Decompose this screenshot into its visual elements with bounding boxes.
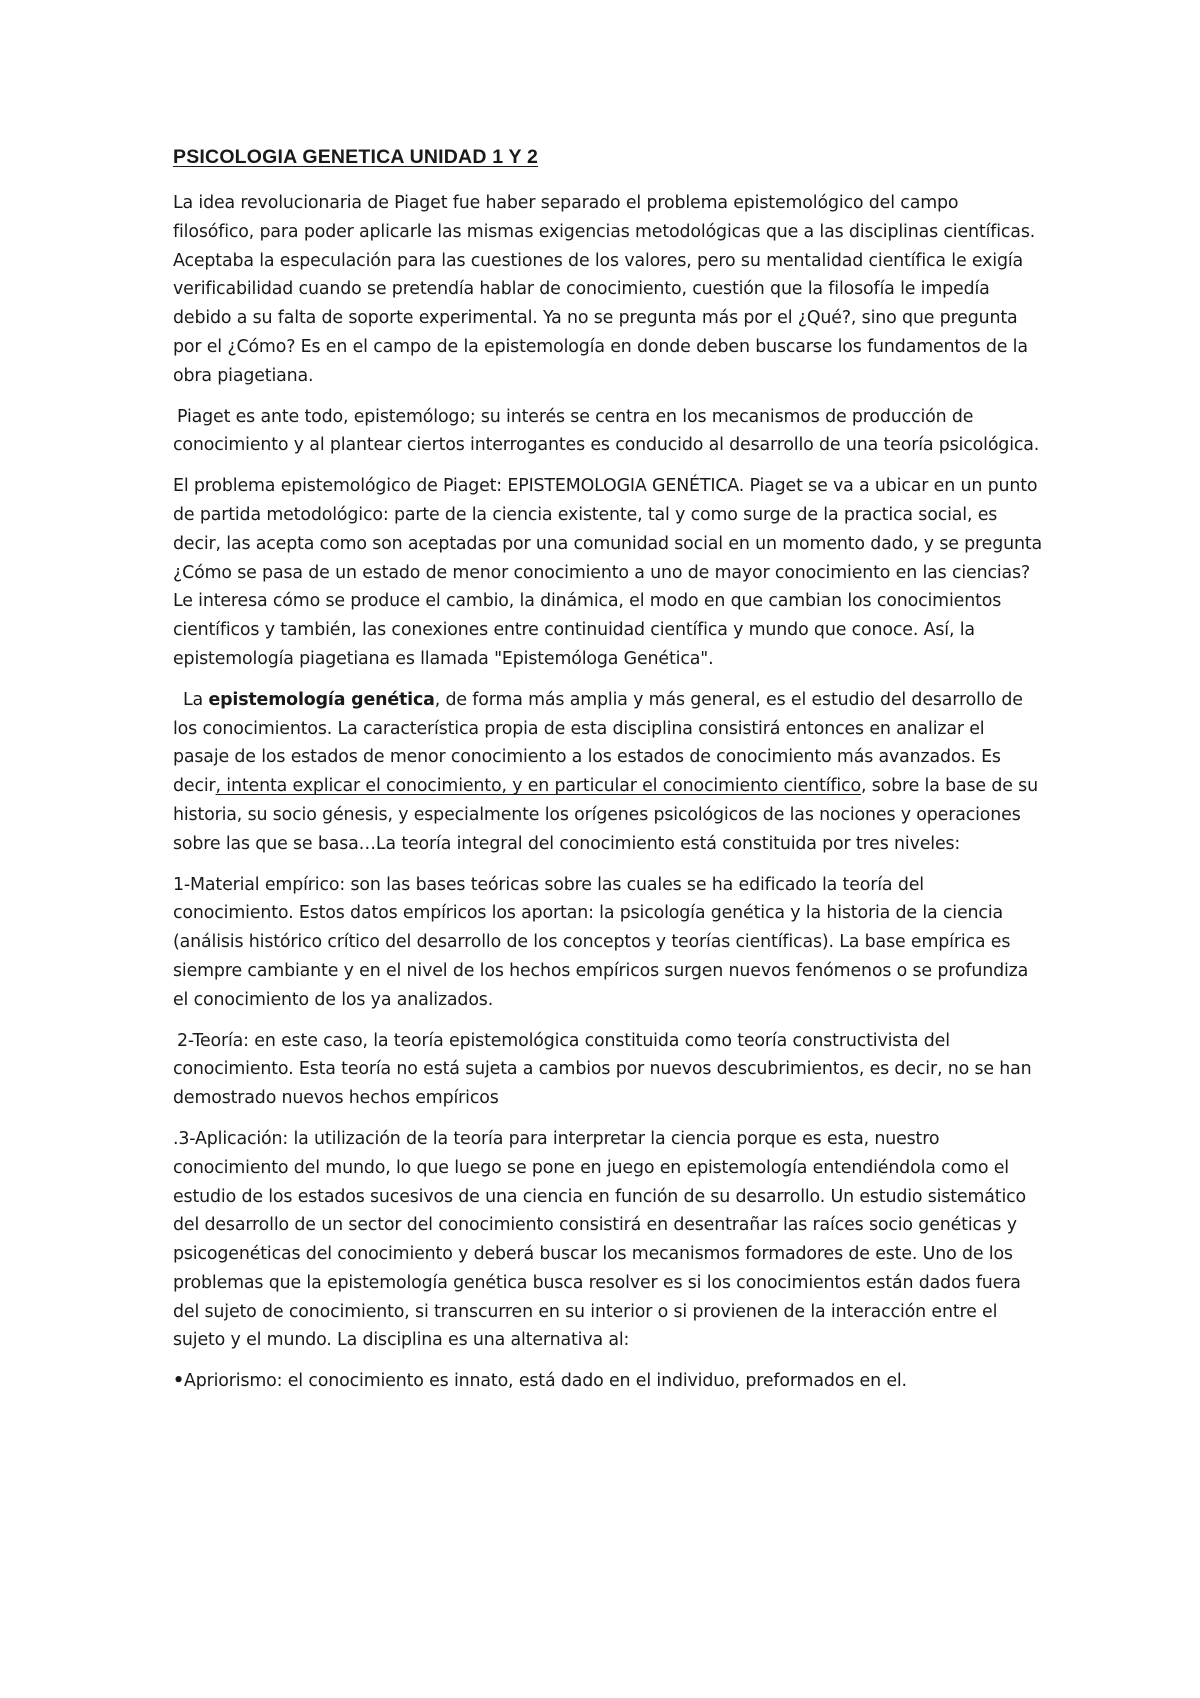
paragraph-intro: La idea revolucionaria de Piaget fue haber separado el problema epistemológico del campo filosófico, para poder aplicarle las mismas exigencias metodológicas que a las disciplinas científicas. Aceptaba la especulación para las cuestiones de los valores, pero su mentalidad científica le exigía verificabilidad cuando se pretendía hablar de conocimiento, cuestión que la filosofía le impedía debido a su falta de soporte experimental. Ya no se pregunta más por el ¿Qué?, sino que pregunta por el ¿Cómo? Es en el campo de la epistemología en donde deben buscarse los fundamentos de la obra piagetiana. bbox=[173, 193, 1036, 386]
paragraph-level-2-theory: 2-Teoría: en este caso, la teoría epistemológica constituida como teoría constructivista del conocimiento. Esta teoría no está sujeta a cambios por nuevos descubrimientos, es decir, no se han demostrado nuevos hechos empíricos bbox=[173, 1030, 1032, 1109]
paragraph-level-3-application: .3-Aplicación: la utilización de la teoría para interpretar la ciencia porque es esta, nuestro conocimiento del mundo, lo que luego se pone en juego en epistemología entendiéndola como el estudio de los estados sucesivos de una ciencia en función de su desarrollo. Un estudio sistemático del desarrollo de un sector del conocimiento consistirá en desentrañar las raíces socio genéticas y psicogenéticas del conocimiento y deberá buscar los mecanismos formadores de este. Uno de los problemas que la epistemología genética busca resolver es si los conocimientos están dados fuera del sujeto de conocimiento, si transcurren en su interior o si provienen de la interacción entre el sujeto y el mundo. La disciplina es una alternativa al: bbox=[173, 1128, 1027, 1351]
term-genetic-epistemology: epistemología genética bbox=[208, 689, 435, 710]
paragraph-piaget-epistemologist: Piaget es ante todo, epistemólogo; su interés se centra en los mecanismos de producción de conocimiento y al plantear ciertos interrogantes es conducido al desarrollo de una teoría psicológica. bbox=[173, 406, 1040, 456]
p4-middle: , de forma más amplia y más general, es el estudio del desarrollo de los conocimientos. La característica propia de esta disciplina consistirá entonces en analizar el pasaje de los estados de menor conocimiento a los estados de conocimiento más avanzados. Es decir bbox=[173, 689, 1023, 797]
bullet-icon: • bbox=[173, 1371, 184, 1392]
paragraph-epistemological-problem: El problema epistemológico de Piaget: EPISTEMOLOGIA GENÉTICA. Piaget se va a ubicar en un punto de partida metodológico: parte de la ciencia existente, tal y como surge de la practica social, es decir, las acepta como son aceptadas por una comunidad social en un momento dado, y se pregunta ¿Cómo se pasa de un estado de menor conocimiento a uno de mayor conocimiento en las ciencias? Le interesa cómo se produce el cambio, la dinámica, el modo en que cambian los conocimientos científicos y también, las conexiones entre continuidad científica y mundo que conoce. Así, la epistemología piagetiana es llamada "Epistemóloga Genética". bbox=[173, 476, 1043, 669]
underlined-phrase: , intenta explicar el conocimiento, y en particular el conocimiento científico bbox=[215, 776, 861, 797]
bullet-text: Apriorismo: el conocimiento es innato, está dado en el individuo, preformados en el. bbox=[183, 1371, 907, 1392]
paragraph-genetic-epistemology bbox=[173, 686, 1043, 859]
document-body bbox=[173, 143, 1043, 1408]
bullet-apriorism bbox=[173, 1367, 1043, 1396]
p4-lead: La bbox=[183, 689, 209, 710]
p4-tail: , sobre la base de su historia, su socio génesis, y especialmente los orígenes psicológicos de las nociones y operaciones sobre las que se basa…La teoría integral del conocimiento está constituida por tres niveles: bbox=[173, 776, 1038, 854]
paragraph-level-1-empirical: 1-Material empírico: son las bases teóricas sobre las cuales se ha edificado la teoría del conocimiento. Estos datos empíricos los aportan: la psicología genética y la historia de la ciencia (análisis histórico crítico del desarrollo de los conceptos y teorías científicas). La base empírica es siempre cambiante y en el nivel de los hechos empíricos surgen nuevos fenómenos o se profundiza el conocimiento de los ya analizados. bbox=[173, 874, 1029, 1010]
document-title: PSICOLOGIA GENETICA UNIDAD 1 Y 2 bbox=[173, 146, 539, 168]
